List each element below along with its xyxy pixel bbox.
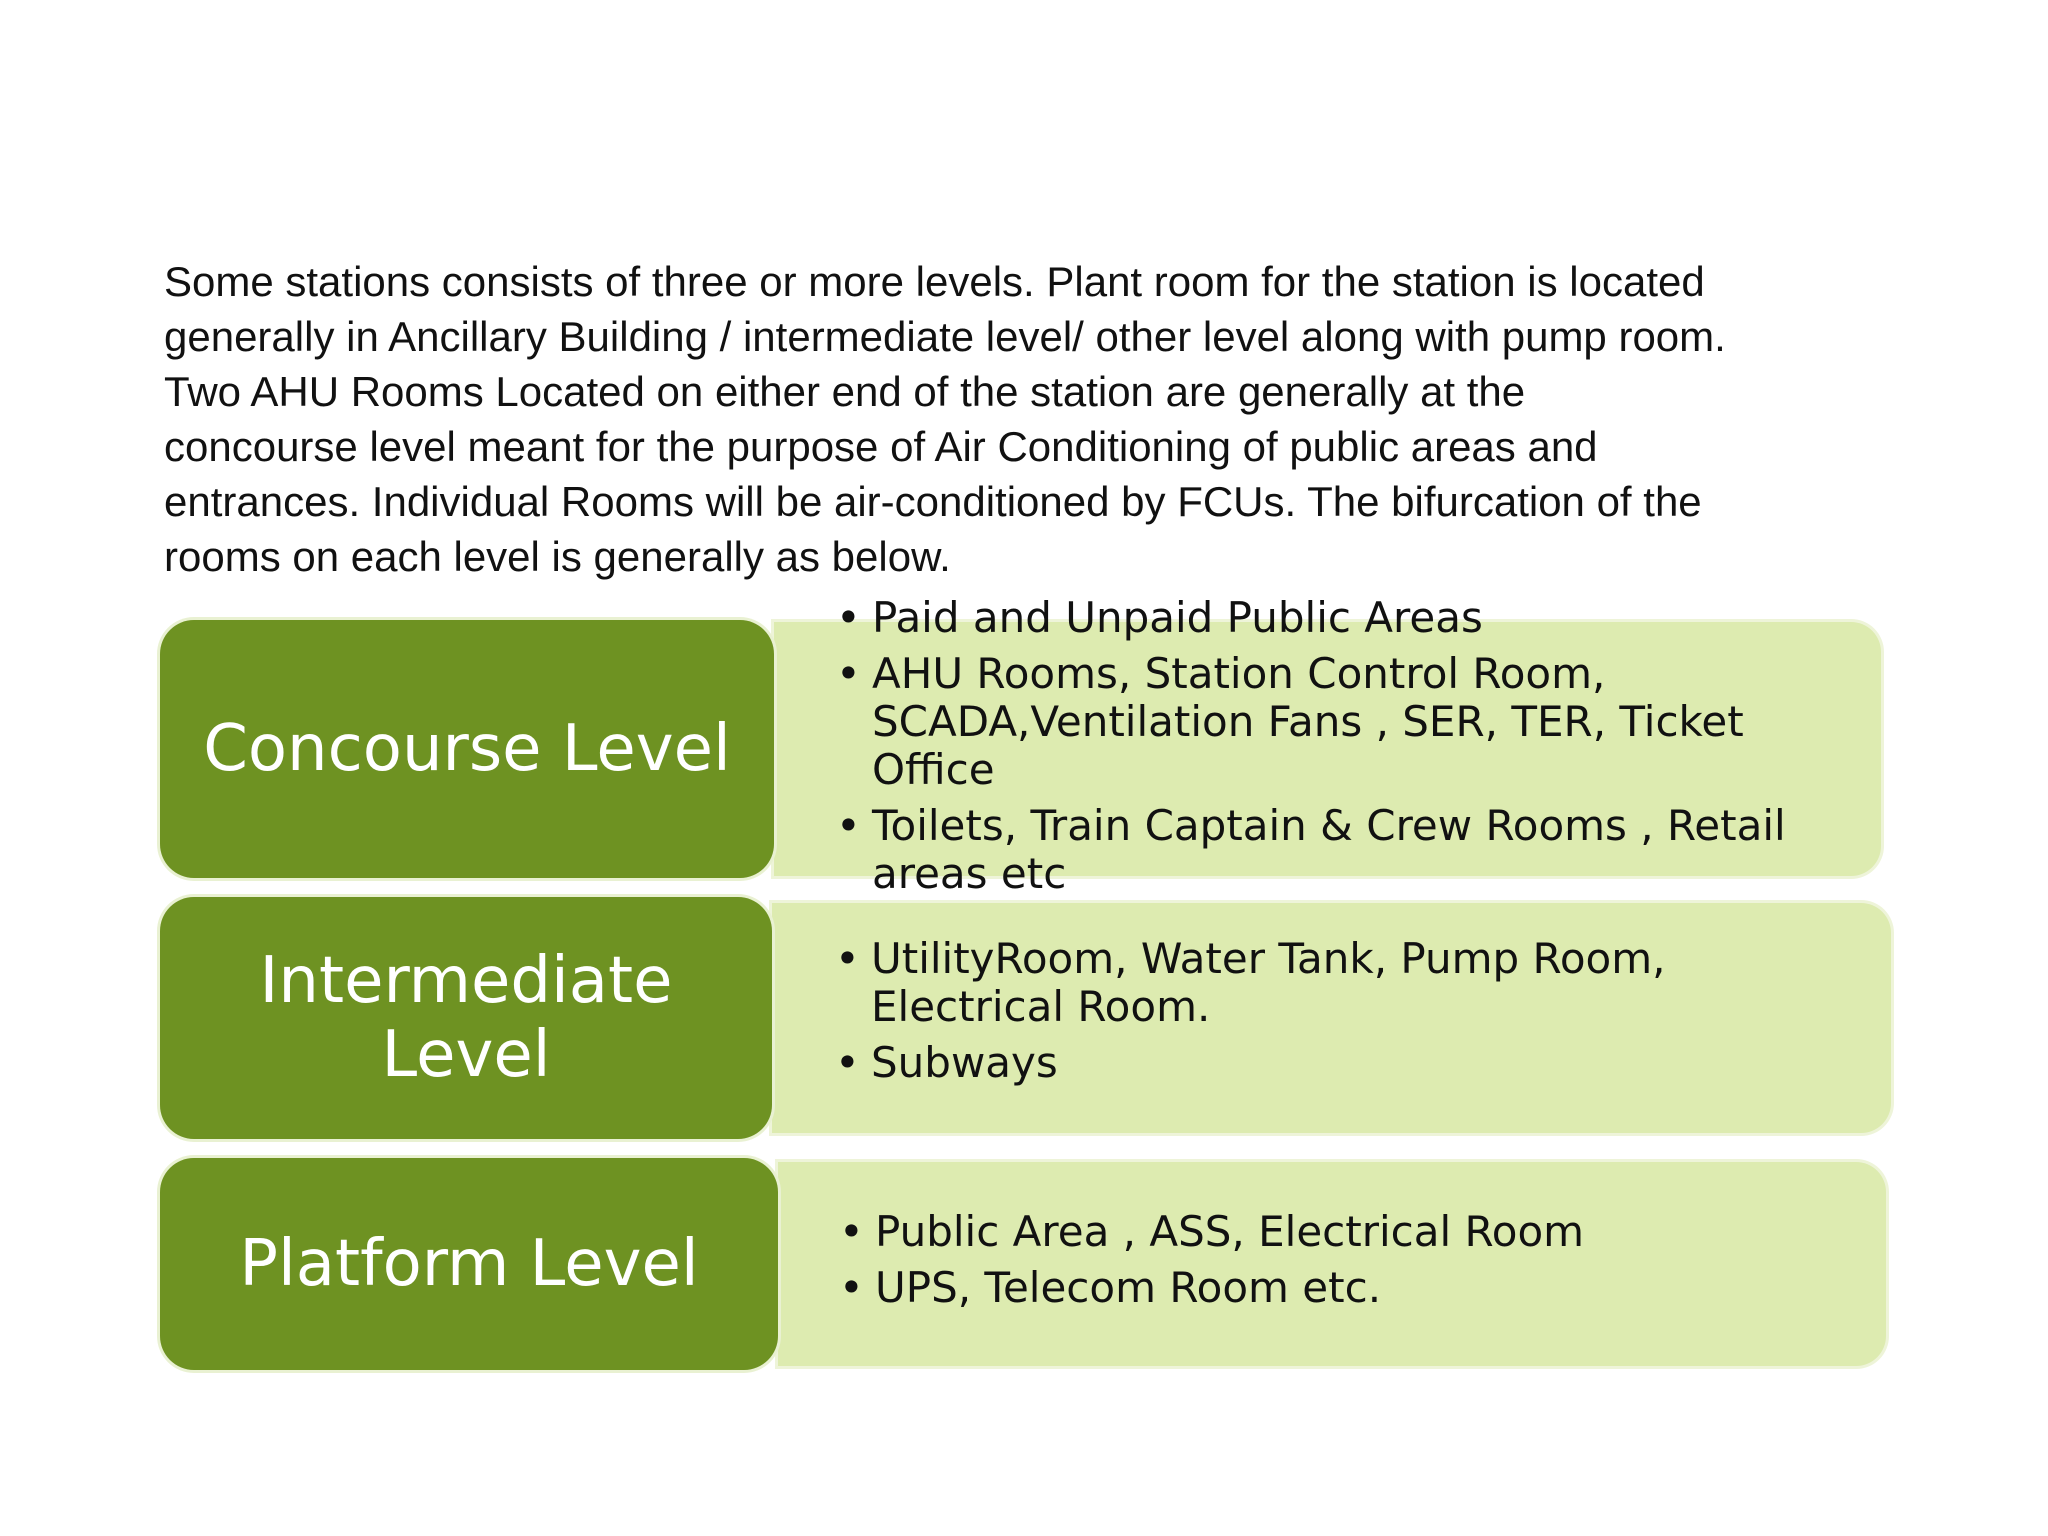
list-item: • Subways [835,1039,1775,1087]
platform-level-row [160,1158,1885,1370]
list-item: • Public Area , ASS, Electrical Room [839,1208,1839,1256]
platform-level-label: Platform Level [239,1227,699,1301]
platform-level-items [839,1208,1839,1320]
intermediate-level-items [835,935,1775,1095]
intro-paragraph: Some stations consists of three or more levels. Plant room for the station is located generally in Ancillary Building / intermediate level/ other level along with pump room. Two AHU Rooms Located on either end of the station are generally at the concourse level meant for the purpose of Air Conditioning of public areas and entrances. Individual Rooms will be air-conditioned by FCUs. The bifurcation of the rooms on each level is generally as below. [164,258,1726,580]
list-item: • UtilityRoom, Water Tank, Pump Room, Electrical Room. [835,935,1775,1031]
platform-level-box [160,1158,778,1370]
list-item: • UPS, Telecom Room etc. [839,1264,1839,1312]
list-item: • Paid and Unpaid Public Areas [836,594,1836,642]
intermediate-level-box [160,897,772,1139]
concourse-level-items [836,594,1836,906]
intermediate-level-row [160,897,1885,1139]
concourse-level-box [160,620,774,878]
intermediate-level-label: Intermediate Level [259,944,673,1092]
concourse-level-row [160,593,1885,898]
concourse-level-label: Concourse Level [203,712,731,786]
list-item: • Toilets, Train Captain & Crew Rooms , Retail areas etc [836,802,1836,898]
list-item: • AHU Rooms, Station Control Room, SCADA,Ventilation Fans , SER, TER, Ticket Office [836,650,1836,794]
